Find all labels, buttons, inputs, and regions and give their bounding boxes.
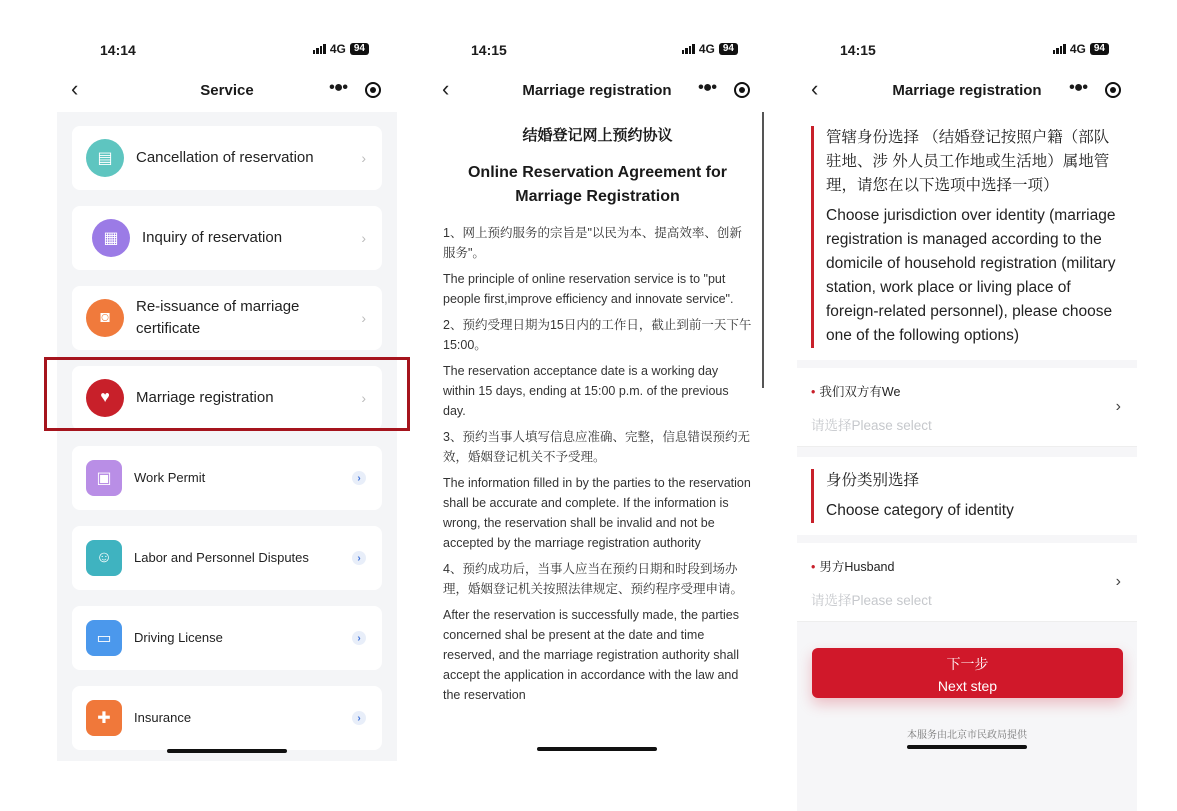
battery-icon: 94 — [1090, 43, 1109, 55]
chevron-right-icon: › — [361, 390, 366, 406]
list-item-labor-disputes[interactable] — [72, 526, 382, 590]
select-placeholder: 请选择Please select — [811, 418, 932, 433]
section-heading-cn: 身份类别选择 — [826, 472, 920, 489]
home-indicator — [167, 749, 287, 753]
battery-icon: 94 — [719, 43, 738, 55]
paragraph: The reservation acceptance date is a working day within 15 days, ending at 15:00 p.m. of the previous day. — [443, 364, 729, 418]
field-label: 男方Husband — [819, 560, 895, 574]
list-item-label: Marriage registration — [136, 389, 274, 406]
list-item-reissuance[interactable] — [72, 286, 382, 350]
nav-bar — [428, 76, 766, 104]
status-bar — [428, 40, 766, 62]
chevron-right-icon: › — [352, 551, 366, 565]
paragraph: 4、预约成功后，当事人应当在预约日期和时段到场办理，婚姻登记机关按照法律规定、预约程序受理申请。 — [443, 562, 744, 596]
field-label: 我们双方有We — [819, 385, 901, 399]
chevron-right-icon: › — [352, 711, 366, 725]
status-bar — [797, 40, 1137, 62]
jurisdiction-select[interactable]: • 我们双方有We 请选择Please select › — [797, 368, 1137, 447]
chevron-right-icon: › — [352, 631, 366, 645]
registration-form — [797, 112, 1137, 811]
network-label: 4G — [698, 42, 715, 56]
permit-icon: ▣ — [86, 460, 122, 496]
home-indicator — [907, 745, 1027, 749]
document-icon: ▤ — [86, 139, 124, 177]
jurisdiction-section — [797, 112, 1137, 360]
nav-bar — [797, 76, 1137, 104]
list-item-label: Insurance — [134, 710, 192, 725]
back-icon[interactable]: ‹ — [811, 76, 819, 101]
list-item-label: Inquiry of reservation — [142, 229, 283, 246]
signal-icon — [1053, 44, 1066, 54]
battery-icon: 94 — [350, 43, 369, 55]
person-icon: ☺ — [86, 540, 122, 576]
chevron-right-icon: › — [1115, 398, 1121, 415]
shield-icon: ✚ — [86, 700, 122, 736]
paragraph: 2、预约受理日期为15日内的工作日，截止到前一天下午15:00。 — [443, 318, 752, 352]
chevron-right-icon: › — [361, 230, 366, 246]
certificate-icon: ◙ — [86, 299, 124, 337]
list-item-label: Re-issuance of marriage certificate — [136, 298, 300, 337]
back-icon[interactable]: ‹ — [71, 76, 79, 101]
service-list — [57, 112, 397, 761]
select-placeholder: 请选择Please select — [811, 593, 932, 608]
paragraph: The information filled in by the parties to the reservation shall be accurate and complete. If the information is wrong, the reservation shall be invalid and not be accepted by the marriage registration authority — [443, 476, 751, 550]
back-icon[interactable]: ‹ — [442, 76, 450, 101]
list-item-label: Work Permit — [134, 470, 206, 485]
section-heading-en: Choose jurisdiction over identity (marriage registration is managed according to the domicile of household registration (military station, work place or living place of foreign-related personnel), please choose one of the following options) — [826, 207, 1116, 344]
agreement-title-cn: 结婚登记网上预约协议 — [522, 127, 673, 144]
heart-icon: ♥ — [86, 379, 124, 417]
page-title: Service — [200, 82, 254, 99]
close-miniapp-icon[interactable] — [734, 82, 750, 98]
more-icon[interactable]: •●• — [329, 79, 347, 96]
phone-agreement — [428, 0, 766, 811]
husband-select[interactable]: • 男方Husband 请选择Please select › — [797, 543, 1137, 622]
next-step-button[interactable] — [812, 648, 1123, 698]
close-miniapp-icon[interactable] — [365, 82, 381, 98]
page-title: Marriage registration — [892, 82, 1042, 99]
list-item-driving-license[interactable] — [72, 606, 382, 670]
paragraph: 1、网上预约服务的宗旨是"以民为本、提高效率、创新服务"。 — [443, 226, 742, 260]
nav-bar — [57, 76, 397, 104]
chevron-right-icon: › — [361, 150, 366, 166]
section-heading-en: Choose category of identity — [826, 502, 1014, 519]
list-item-cancellation[interactable] — [72, 126, 382, 190]
phone-service — [57, 0, 397, 811]
status-bar — [57, 40, 397, 62]
status-time: 14:14 — [100, 42, 136, 58]
network-label: 4G — [1069, 42, 1086, 56]
more-icon[interactable]: •●• — [698, 79, 716, 96]
home-indicator — [537, 747, 657, 751]
next-step-label-en: Next step — [937, 678, 998, 694]
chevron-right-icon: › — [361, 310, 366, 326]
paragraph: 3、预约当事人填写信息应准确、完整，信息错误预约无效，婚姻登记机关不予受理。 — [443, 430, 750, 464]
network-label: 4G — [329, 42, 346, 56]
paragraph: The principle of online reservation service is to "put people first,improve efficiency and innovate service". — [443, 272, 734, 306]
more-icon[interactable]: •●• — [1069, 79, 1087, 96]
calendar-icon: ▦ — [92, 219, 130, 257]
identity-category-section — [797, 457, 1137, 535]
list-item-insurance[interactable] — [72, 686, 382, 750]
chevron-right-icon: › — [1115, 573, 1121, 590]
list-item-label: Labor and Personnel Disputes — [134, 550, 309, 565]
provider-note: 本服务由北京市民政局提供 — [907, 730, 1027, 741]
car-icon: ▭ — [86, 620, 122, 656]
phone-registration-form — [797, 0, 1137, 811]
close-miniapp-icon[interactable] — [1105, 82, 1121, 98]
paragraph: After the reservation is successfully made, the parties concerned shal be present at the date and time reserved, and the marriage registration authority shall accept the application in accordance with the law and the reservation — [443, 608, 739, 702]
next-step-label-cn: 下一步 — [946, 656, 989, 672]
agreement-title-en: Online Reservation Agreement for Marriage Registration — [467, 164, 728, 205]
list-item-marriage-registration[interactable] — [72, 366, 382, 430]
agreement-document[interactable] — [428, 112, 766, 811]
list-item-work-permit[interactable] — [72, 446, 382, 510]
signal-icon — [682, 44, 695, 54]
scrollbar[interactable] — [762, 112, 764, 388]
chevron-right-icon: › — [352, 471, 366, 485]
page-title: Marriage registration — [522, 82, 672, 99]
status-time: 14:15 — [840, 42, 876, 58]
status-time: 14:15 — [471, 42, 507, 58]
list-item-label: Cancellation of reservation — [136, 149, 314, 166]
section-heading-cn: 管辖身份选择 （结婚登记按照户籍（部队驻地、涉 外人员工作地或生活地）属地管理，请您在以下选项中选择一项） — [826, 129, 1110, 194]
signal-icon — [313, 44, 326, 54]
list-item-inquiry[interactable] — [72, 206, 382, 270]
list-item-label: Driving License — [134, 630, 223, 645]
